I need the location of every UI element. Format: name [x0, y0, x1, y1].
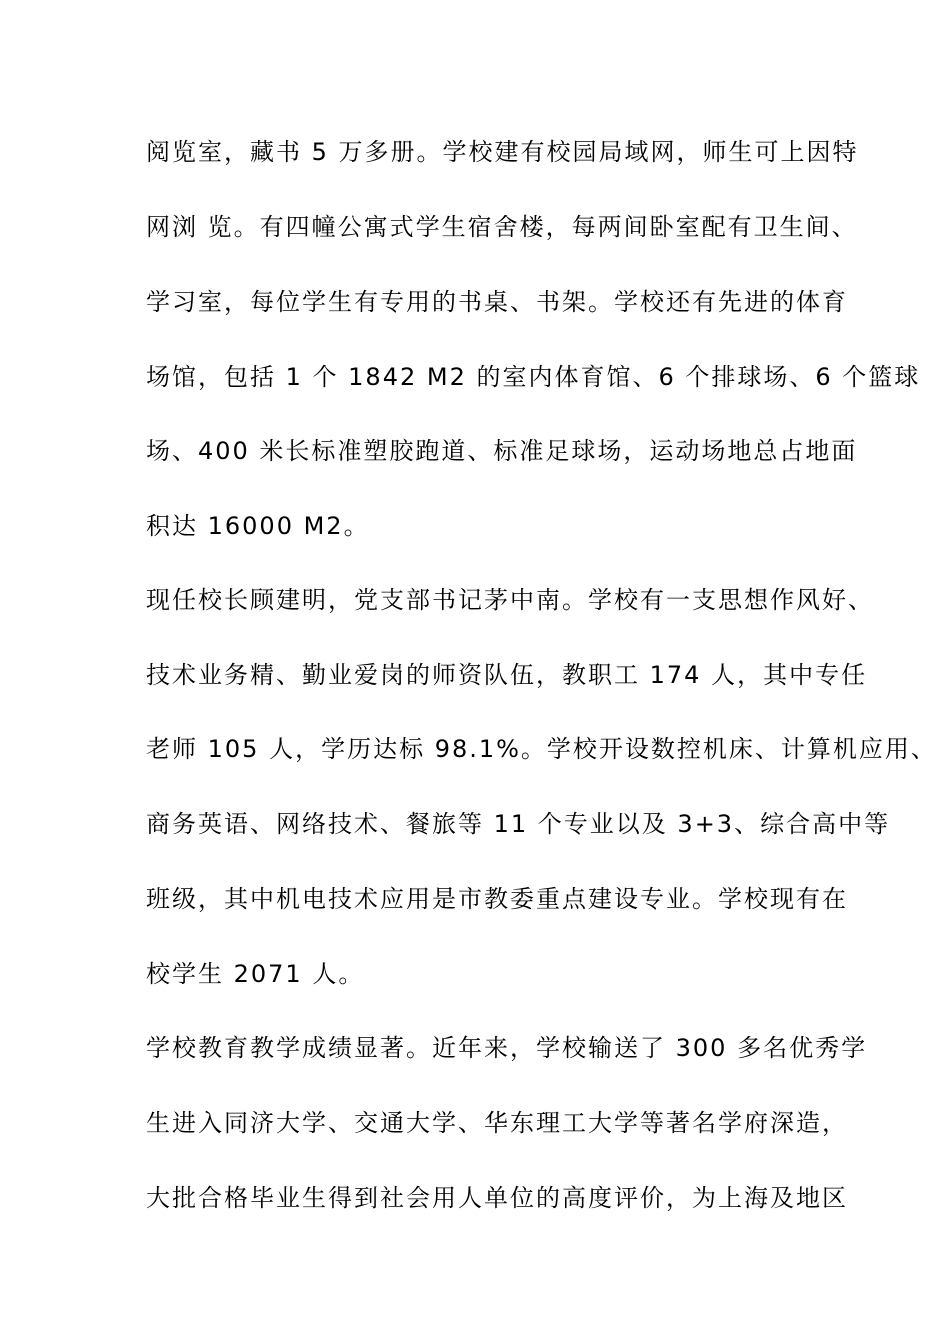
text-line: 积达 16000 M2。	[146, 512, 370, 540]
text-line: 班级，其中机电技术应用是市教委重点建设专业。学校现有在	[146, 885, 848, 913]
text-line: 场、400 米长标准塑胶跑道、标准足球场，运动场地总占地面	[146, 437, 858, 465]
text-line: 阅览室，藏书 5 万多册。学校建有校园局域网，师生可上因特	[146, 138, 859, 166]
text-line: 现任校长顾建明，党支部书记茅中南。学校有一支思想作风好、	[146, 586, 874, 614]
text-line: 生进入同济大学、交通大学、华东理工大学等著名学府深造，	[146, 1109, 848, 1137]
text-line: 学校教育教学成绩显著。近年来，学校输送了 300 多名优秀学	[146, 1034, 868, 1062]
text-line: 场馆，包括 1 个 1842 M2 的室内体育馆、6 个排球场、6 个篮球	[146, 363, 921, 391]
text-line: 网浏 览。有四幢公寓式学生宿舍楼，每两间卧室配有卫生间、	[146, 213, 858, 241]
text-line: 大批合格毕业生得到社会用人单位的高度评价，为上海及地区	[146, 1184, 848, 1212]
text-line: 老师 105 人，学历达标 98.1%。学校开设数控机床、计算机应用、	[146, 735, 937, 763]
text-line: 技术业务精、勤业爱岗的师资队伍，教职工 174 人，其中专任	[146, 661, 868, 689]
text-line: 校学生 2071 人。	[146, 960, 365, 988]
text-line: 商务英语、网络技术、餐旅等 11 个专业以及 3+3、综合高中等	[146, 810, 891, 838]
text-line: 学习室，每位学生有专用的书桌、书架。学校还有先进的体育	[146, 288, 848, 316]
